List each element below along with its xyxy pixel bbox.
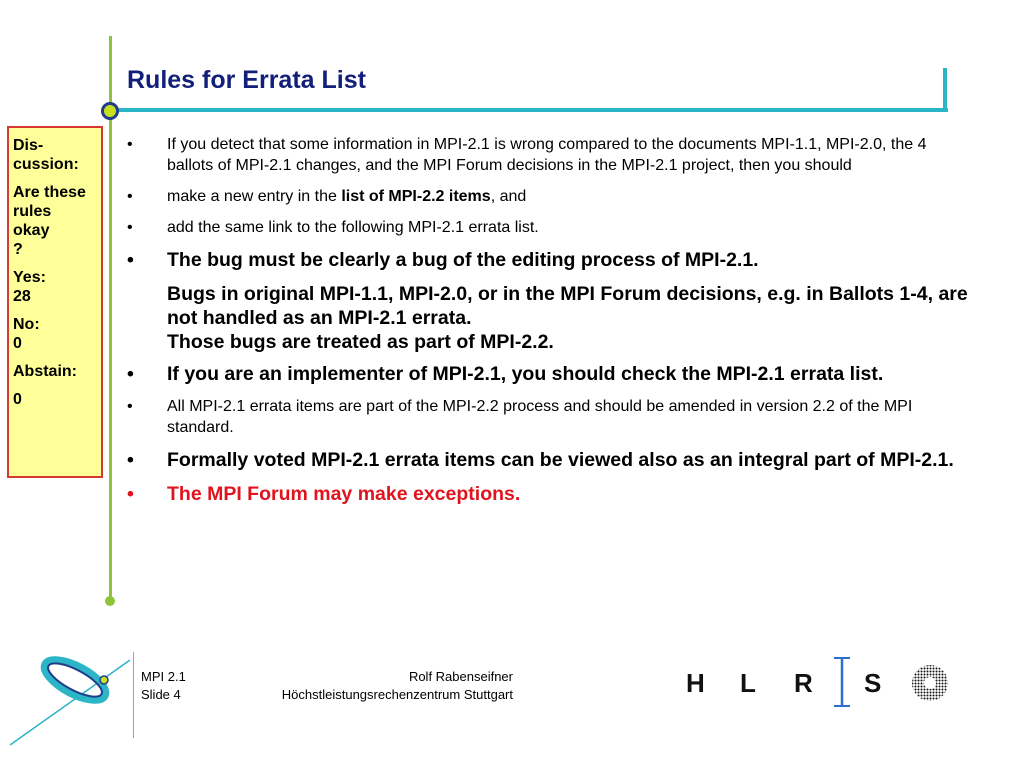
bullet-text-8: The MPI Forum may make exceptions. — [167, 483, 521, 505]
bullet-text-6: All MPI-2.1 errata items are part of the MPI-2.2 process and should be amended in version 2.2 of the MPI standard. — [167, 398, 913, 436]
vertical-accent-line — [109, 36, 112, 602]
bullet-item-4 — [127, 248, 972, 272]
footer-divider-line — [133, 652, 134, 738]
bullet-text-4: The bug must be clearly a bug of the editing process of MPI-2.1. — [167, 249, 759, 271]
bullet-4-cont-line1: Bugs in original MPI-1.1, MPI-2.0, or in the MPI Forum decisions, e.g. in Ballots 1-4, are not handled as an MPI-2.1 errata. — [167, 283, 968, 329]
bullet-item-5 — [127, 362, 972, 386]
right-accent-line — [943, 68, 947, 112]
vote-yes-value: 28 — [13, 288, 31, 305]
bullet-dot: • — [127, 483, 134, 505]
bullet-dot: • — [127, 363, 134, 385]
bullet-item-6 — [127, 396, 972, 438]
line-end-dot — [105, 596, 115, 606]
discussion-question — [13, 183, 101, 259]
bullet-item-8 — [127, 482, 972, 506]
bullet-dot: • — [127, 219, 133, 236]
discussion-heading-line1: Dis- — [13, 137, 44, 154]
question-line1: Are these — [13, 184, 86, 201]
bullet-dot: • — [127, 398, 133, 415]
bullet-text-2-post: , and — [490, 188, 527, 205]
vote-abstain-label: Abstain: — [13, 363, 77, 380]
bullet-dot: • — [127, 188, 133, 205]
hlrs-letter-l: L — [740, 668, 756, 698]
orbit-logo-icon — [0, 640, 140, 750]
bullet-text-2-pre: make a new entry in the — [167, 188, 342, 205]
bullet-item-1 — [127, 134, 972, 176]
discussion-box — [7, 126, 103, 478]
bullet-dot: • — [127, 449, 134, 471]
bullet-dot: • — [127, 136, 133, 153]
bullet-item-7 — [127, 448, 972, 472]
bullet-text-5: If you are an implementer of MPI-2.1, you should check the MPI-2.1 errata list. — [167, 363, 884, 385]
footer-institution: Höchstleistungsrechenzentrum Stuttgart — [281, 687, 513, 702]
question-line3: okay — [13, 222, 50, 239]
title-underline — [112, 108, 948, 112]
question-line4: ? — [13, 241, 23, 258]
vote-no-value: 0 — [13, 335, 22, 352]
question-line2: rules — [13, 203, 52, 220]
hlrs-letter-r: R — [794, 668, 813, 698]
bullet-list — [127, 134, 972, 516]
vote-no — [13, 315, 101, 353]
discussion-heading — [13, 136, 101, 174]
bullet-text-1: If you detect that some information in MPI-2.1 is wrong compared to the documents MPI-1.1, MPI-2.0, the 4 ballots of MPI-2.1 changes, and the MPI Forum decisions in the MPI-2.1 project, then you should — [167, 136, 927, 174]
bullet-item-3 — [127, 217, 972, 238]
mpi22-items-link-text: list of MPI-2.2 items — [341, 188, 491, 205]
footer-course: MPI 2.1 — [141, 669, 186, 684]
footer-slide-number: Slide 4 — [141, 687, 181, 702]
slide-title: Rules for Errata List — [127, 66, 366, 94]
bullet-text-7: Formally voted MPI-2.1 errata items can be viewed also as an integral part of MPI-2.1. — [167, 449, 954, 471]
bullet-text-3: add the same link to the following MPI-2.1 errata list. — [167, 219, 539, 236]
vote-yes — [13, 268, 101, 306]
vote-no-label: No: — [13, 316, 40, 333]
discussion-heading-line2: cussion: — [13, 156, 79, 173]
vote-abstain-value: 0 — [13, 391, 22, 408]
university-seal-icon — [911, 664, 949, 702]
line-junction-dot — [101, 102, 119, 120]
bullet-dot: • — [127, 249, 134, 271]
bullet-4-cont-line2: Those bugs are treated as part of MPI-2.2. — [167, 331, 554, 353]
vote-yes-label: Yes: — [13, 269, 46, 286]
bullet-item-2 — [127, 186, 972, 207]
bullet-4-continuation — [127, 282, 972, 354]
hlrs-letter-s: S — [864, 668, 882, 698]
hlrs-letter-h: H — [686, 668, 705, 698]
footer-author: Rolf Rabenseifner — [408, 669, 513, 684]
hlrs-i-bar-icon — [830, 656, 854, 708]
footer-info — [141, 668, 513, 704]
